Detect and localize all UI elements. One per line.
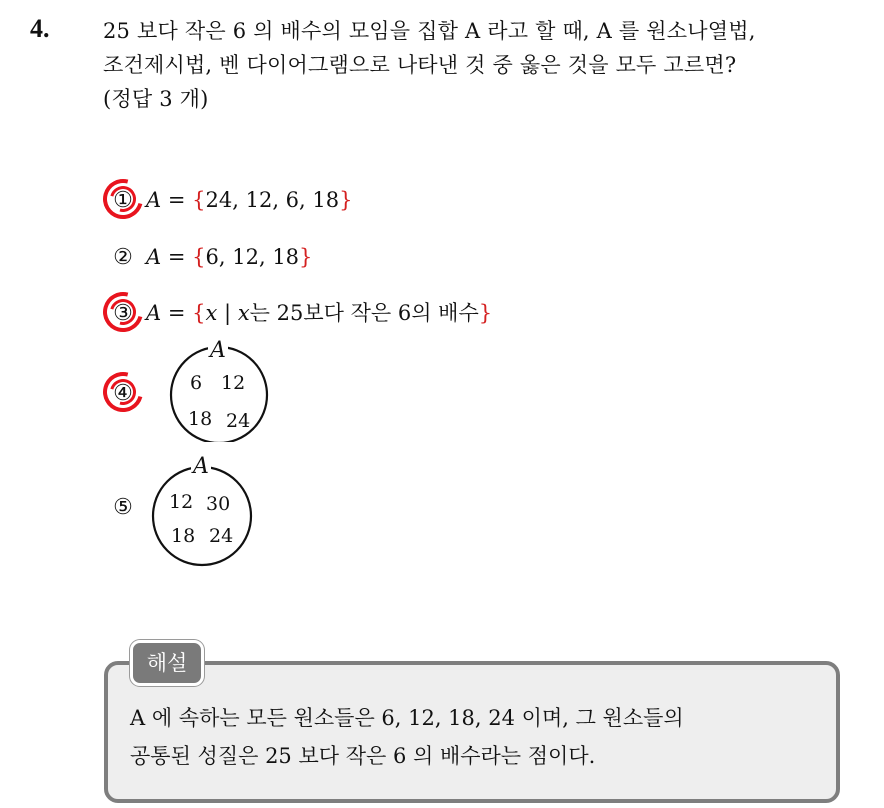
set-variable: x [205,301,218,325]
option-number: ⑤ [113,495,133,520]
venn-set-label: A [210,338,226,363]
option-3[interactable] [108,293,492,333]
open-brace: { [192,245,206,269]
option-number: ② [113,245,133,270]
option-4[interactable] [108,373,146,413]
venn-element: 12 [221,372,246,394]
equals-sign: = [167,245,186,269]
close-brace: } [478,301,493,325]
open-brace: { [192,188,206,212]
venn-element: 24 [209,525,234,547]
solution-line-2: 공통된 성질은 25 보다 작은 6 의 배수라는 점이다. [130,744,596,768]
question-line-1: 25 보다 작은 6 의 배수의 모임을 집합 A 라고 할 때, A 를 원소나열법, [103,19,756,43]
question-line-3: (정답 3 개) [103,87,209,111]
option-number: ① [113,188,133,213]
solution-line-1: A 에 속하는 모든 원소들은 6, 12, 18, 24 이며, 그 원소들의 [130,706,684,730]
set-name: A [146,301,162,325]
set-name: A [146,245,162,269]
venn-element: 24 [226,410,251,432]
option-2[interactable] [108,237,312,277]
question-line-2: 조건제시법, 벤 다이어그램으로 나타낸 것 중 옳은 것을 모두 고르면? [103,53,737,77]
venn-element: 30 [206,493,231,515]
venn-diagram-4 [168,338,272,442]
set-bar: | [217,301,238,325]
open-brace: { [192,301,206,325]
solution-tab: 해설 [130,640,204,686]
set-condition: 는 25보다 작은 6의 배수 [249,301,479,325]
venn-element: 6 [190,372,203,394]
equals-sign: = [167,301,186,325]
question-number: 4. [30,14,50,43]
close-brace: } [339,188,353,212]
option-1[interactable] [108,180,352,220]
set-name: A [146,188,162,212]
venn-element: 18 [188,408,213,430]
option-number: ③ [113,301,133,326]
question-text [103,14,873,116]
equals-sign: = [167,188,186,212]
set-elements: 6, 12, 18 [205,245,300,269]
venn-diagram-5 [150,456,254,568]
venn-set-label: A [193,454,209,479]
option-5[interactable] [108,487,146,527]
venn-element: 12 [169,491,194,513]
close-brace: } [299,245,313,269]
venn-element: 18 [171,525,196,547]
solution-box [104,661,840,803]
option-number: ④ [113,381,133,406]
set-variable: x [237,301,250,325]
solution-text [130,699,830,775]
set-elements: 24, 12, 6, 18 [205,188,340,212]
